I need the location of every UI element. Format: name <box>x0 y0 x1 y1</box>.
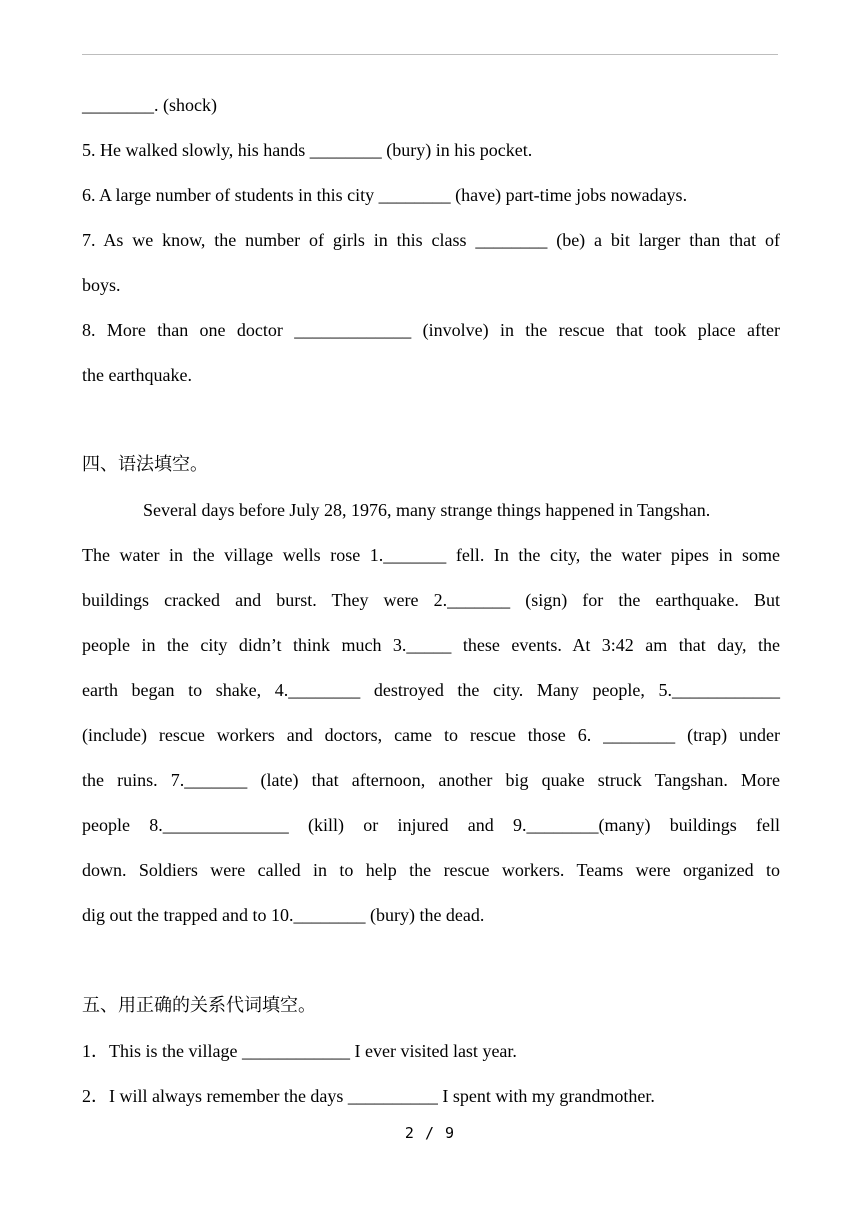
section-heading: 四、语法填空。 <box>82 454 208 475</box>
exercise-item-7: 7. As we know, the number of girls in this class ________ (be) a bit larger than that of <box>82 230 780 250</box>
passage-line: (include) rescue workers and doctors, came to rescue those 6. ________ (trap) under <box>82 725 780 745</box>
header-rule <box>82 54 778 55</box>
exercise-item-1: 1．This is the village ____________ I ever visited last year. <box>82 1041 517 1061</box>
passage-line: down. Soldiers were called in to help the rescue workers. Teams were organized to <box>82 860 780 880</box>
passage-line: people in the city didn’t think much 3._____ these events. At 3:42 am that day, the <box>82 635 780 655</box>
passage-line: the ruins. 7._______ (late) that afternoon, another big quake struck Tangshan. More <box>82 770 780 790</box>
exercise-line: boys. <box>82 275 121 295</box>
exercise-line: ________. (shock) <box>82 95 217 115</box>
passage-line: buildings cracked and burst. They were 2._______ (sign) for the earthquake. But <box>82 590 780 610</box>
exercise-line: the earthquake. <box>82 365 192 385</box>
exercise-item-2: 2．I will always remember the days __________ I spent with my grandmother. <box>82 1086 655 1106</box>
passage-line: earth began to shake, 4.________ destroyed the city. Many people, 5.____________ <box>82 680 780 700</box>
passage-line: The water in the village wells rose 1._______ fell. In the city, the water pipes in some <box>82 545 780 565</box>
passage-line: people 8.______________ (kill) or injured and 9.________(many) buildings fell <box>82 815 780 835</box>
exercise-item-8: 8. More than one doctor _____________ (involve) in the rescue that took place after <box>82 320 780 340</box>
section-heading: 五、用正确的关系代词填空。 <box>82 995 316 1016</box>
exercise-item-6: 6. A large number of students in this city ________ (have) part-time jobs nowadays. <box>82 185 688 205</box>
exercise-item-5: 5. He walked slowly, his hands ________ (bury) in his pocket. <box>82 140 533 160</box>
passage-line: Several days before July 28, 1976, many strange things happened in Tangshan. <box>143 500 711 520</box>
page-number: 2 / 9 <box>404 1124 456 1142</box>
passage-line: dig out the trapped and to 10.________ (bury) the dead. <box>82 905 485 925</box>
